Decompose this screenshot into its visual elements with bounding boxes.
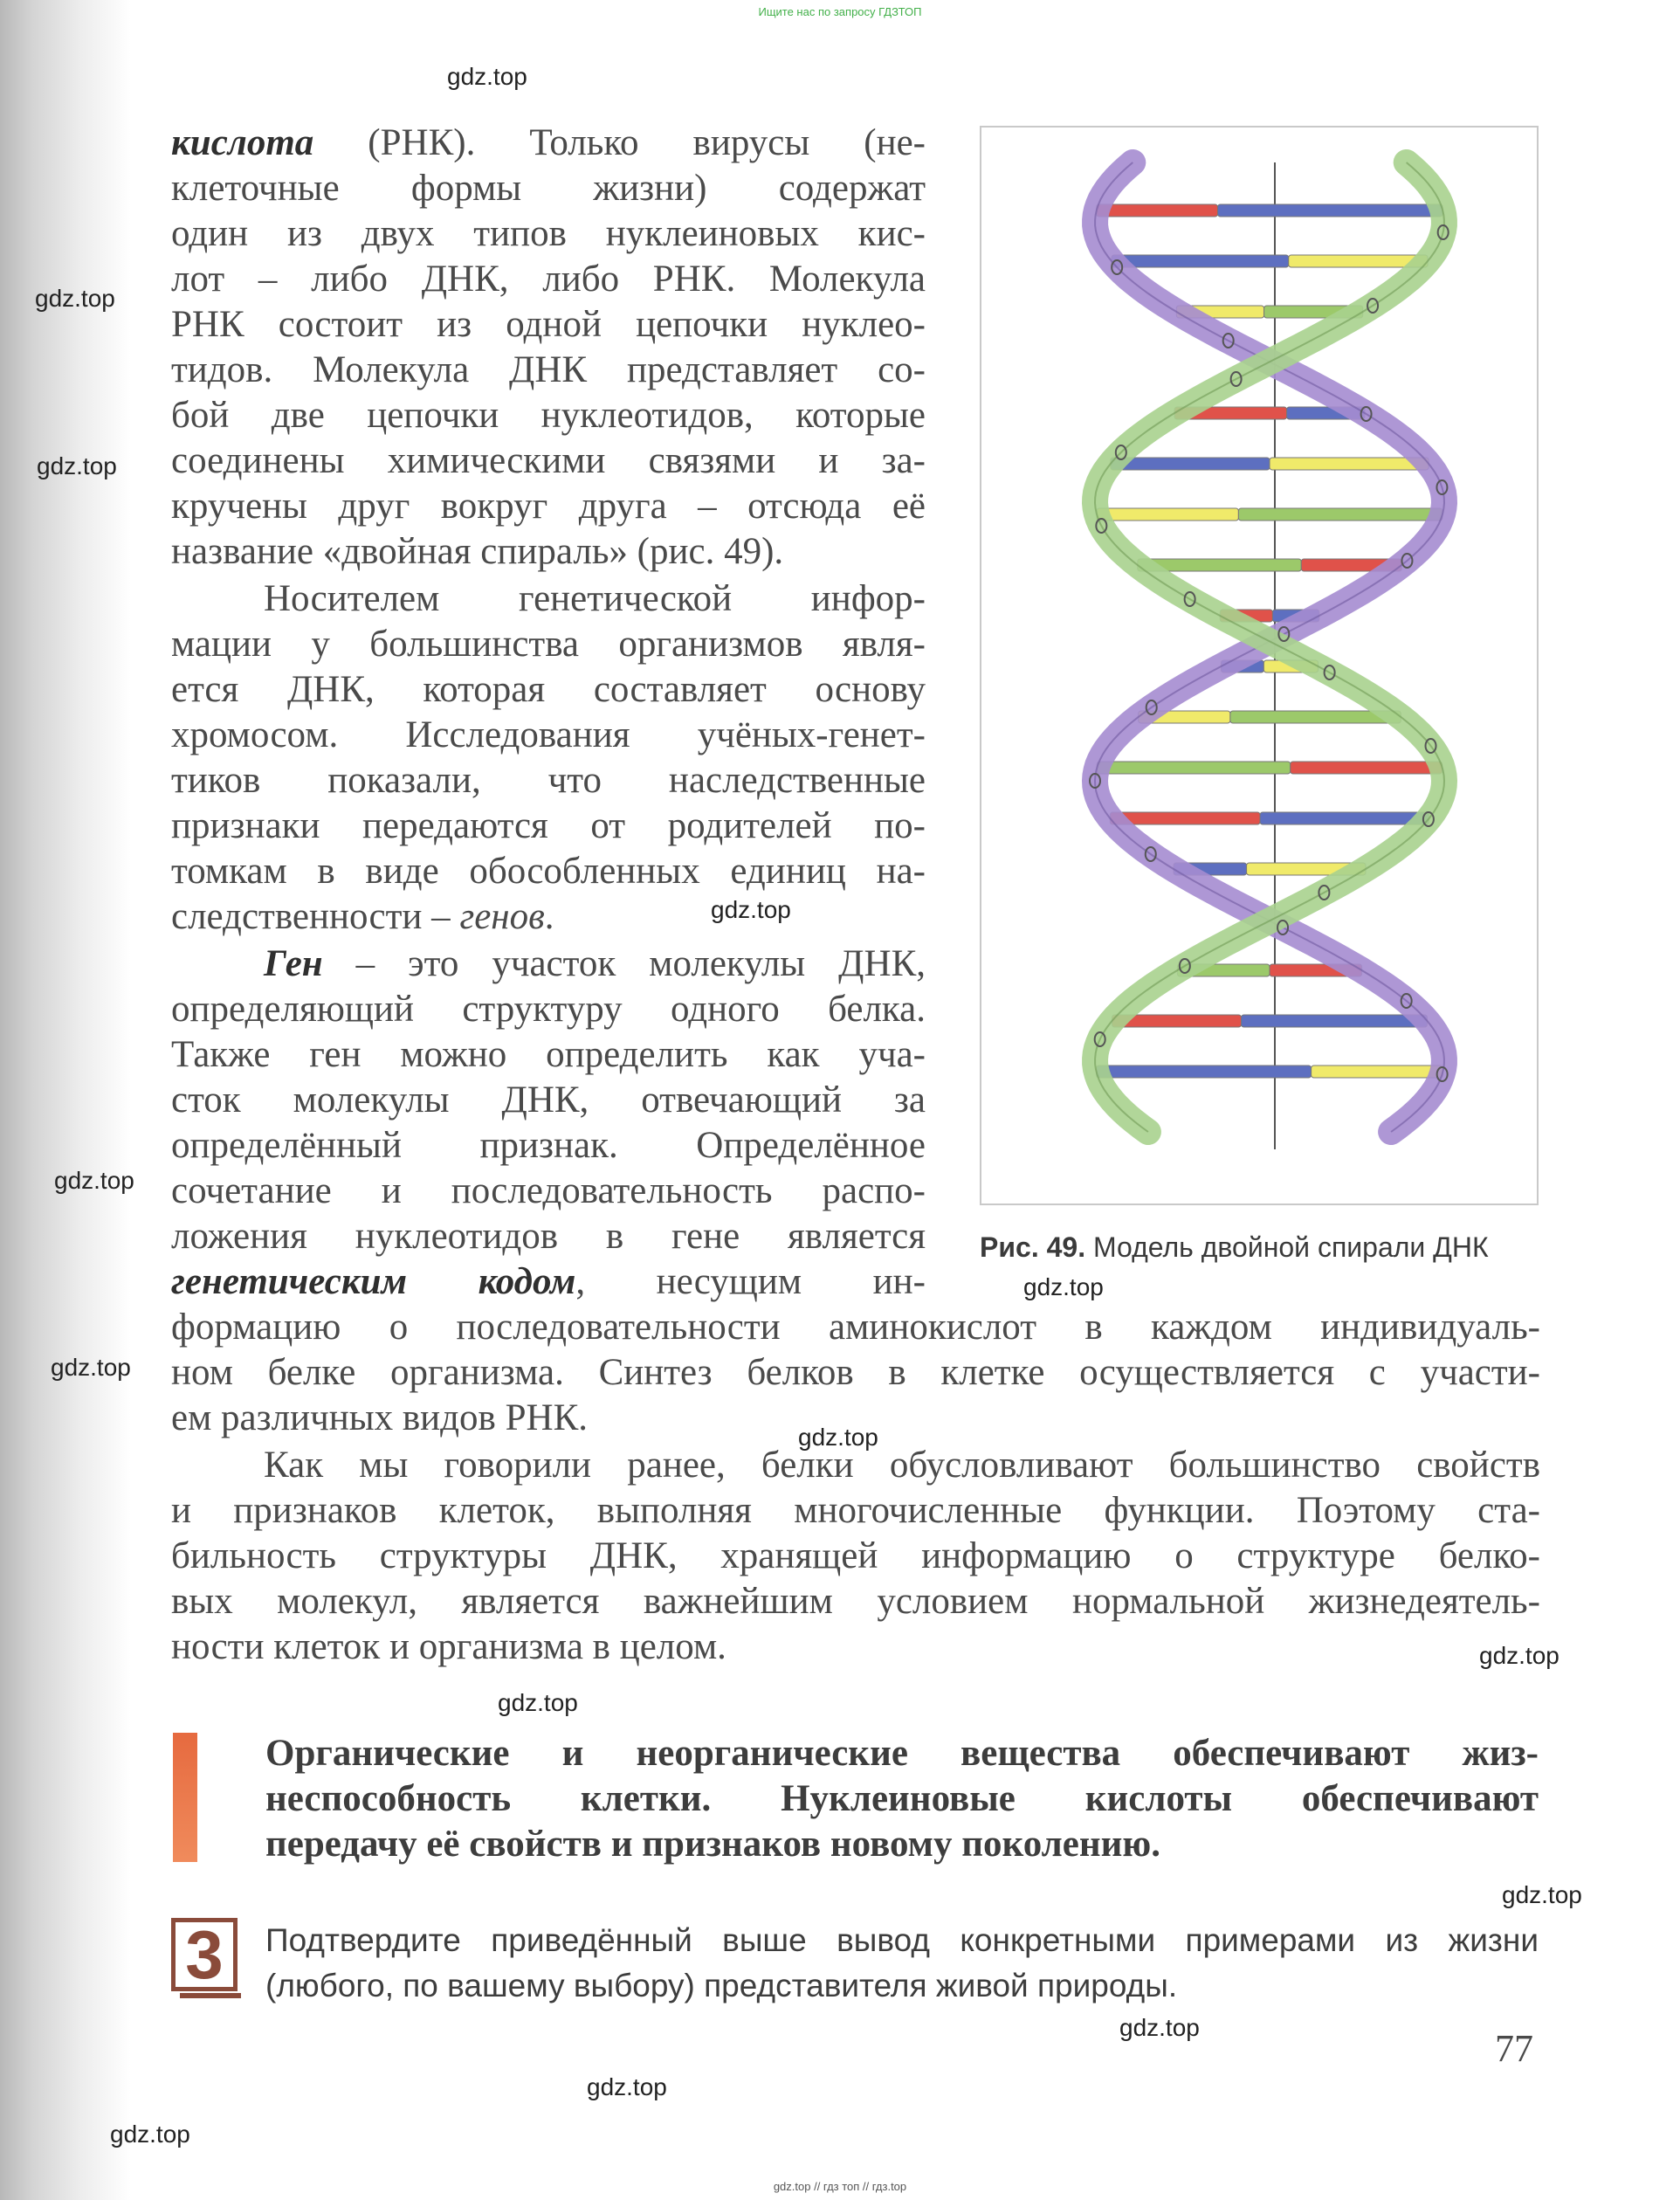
base-pair-segment (1097, 204, 1218, 217)
base-pair-segment (1111, 458, 1270, 470)
text-line: кручены друг вокруг друга – отсюда её (171, 486, 926, 527)
text-line: и признаков клеток, выполняя многочисленные функции. Поэтому ста- (171, 1490, 1540, 1531)
conclusion-line: Органические и неорганические вещества обеспечивают жиз- (265, 1733, 1539, 1774)
base-pair-segment (1242, 1015, 1428, 1027)
dna-double-helix-illustration (981, 128, 1537, 1203)
text-line: хромосом. Исследования учёных-генет- (171, 714, 926, 755)
watermark: gdz.top (54, 1167, 134, 1194)
base-pair-segment (1097, 1066, 1312, 1078)
base-pair-segment (1312, 1066, 1443, 1078)
text-line: генетическим кодом, несущим ин- (171, 1261, 926, 1302)
text-line: кислота (РНК). Только вирусы (не- (171, 122, 926, 163)
conclusion-line: передачу её свойств и признаков новому поколению. (265, 1824, 1161, 1865)
watermark: gdz.top (1119, 2014, 1200, 2041)
text-line: клеточные формы жизни) содержат (171, 168, 926, 209)
task-line: (любого, по вашему выбору) представителя живой природы. (265, 1968, 1178, 2003)
text-line: томкам в виде обособленных единиц на- (171, 851, 926, 892)
text-line: вых молекул, является важнейшим условием нормальной жизнедеятель- (171, 1581, 1540, 1622)
watermark: gdz.top (110, 2121, 190, 2148)
term-rna: кислота (171, 122, 314, 163)
term-genes: генов (459, 896, 545, 937)
figure-caption: Рис. 49. Модель двойной спирали ДНК (980, 1231, 1489, 1263)
text-line: признаки передаются от родителей по- (171, 805, 926, 846)
base-pair-segment (1218, 204, 1443, 217)
task-line: Подтвердите приведённый выше вывод конкретными примерами из жизни (265, 1922, 1539, 1958)
text-line: соединены химическими связями и за- (171, 440, 926, 481)
text-line: формацию о последовательности аминокислот в каждом индивидуаль- (171, 1307, 1540, 1348)
watermark: gdz.top (798, 1424, 878, 1451)
text-line: сочетание и последовательность распо- (171, 1170, 926, 1211)
text-line: определяющий структуру одного белка. (171, 989, 926, 1030)
text-line: РНК состоит из одной цепочки нуклео- (171, 304, 926, 345)
base-pair-segment (1097, 762, 1290, 774)
text-line: бой две цепочки нуклеотидов, которые (171, 395, 926, 436)
text-line: определённый признак. Определённое (171, 1125, 926, 1166)
text-line: ложения нуклеотидов в гене является (171, 1216, 926, 1257)
conclusion-line: неспособность клетки. Нуклеиновые кислоты обеспечивают (265, 1778, 1539, 1819)
text-line: тидов. Молекула ДНК представляет со- (171, 349, 926, 390)
text-line: ности клеток и организма в целом. (171, 1626, 726, 1667)
base-pair-segment (1110, 812, 1260, 824)
text-line: Как мы говорили ранее, белки обусловливают большинство свойств (264, 1445, 1540, 1486)
watermark: gdz.top (711, 896, 791, 923)
base-pair-segment (1238, 508, 1442, 521)
base-pair-segment (1097, 508, 1238, 521)
text-line: Также ген можно определить как уча- (171, 1034, 926, 1075)
text-line: ем различных видов РНК. (171, 1397, 589, 1438)
text-line: название «двойная спираль» (рис. 49). (171, 531, 784, 572)
header-note: Ищите нас по запросу ГДЗТОП (758, 5, 922, 18)
page-number: 77 (1495, 2027, 1533, 2070)
watermark: gdz.top (51, 1354, 131, 1381)
watermark: gdz.top (587, 2073, 667, 2100)
text-line: ется ДНК, которая составляет основу (171, 669, 926, 710)
watermark: gdz.top (1502, 1881, 1582, 1908)
term-gene: Ген (264, 943, 323, 984)
conclusion-marker (173, 1733, 197, 1862)
text-line: сток молекулы ДНК, отвечающий за (171, 1079, 926, 1121)
text-line: один из двух типов нуклеиновых кис- (171, 213, 926, 254)
text-line: мации у большинства организмов явля- (171, 624, 926, 665)
footer-note: gdz.top // гдз топ // гдз.top (773, 2180, 907, 2193)
base-pair-segment (1112, 255, 1289, 267)
watermark: gdz.top (1023, 1273, 1104, 1300)
text-line: следственности – генов. (171, 896, 554, 937)
task-badge-shadow (180, 1993, 241, 1998)
dna-figure (980, 126, 1539, 1205)
watermark: gdz.top (1479, 1642, 1560, 1669)
watermark: gdz.top (447, 63, 527, 90)
text-line: Носителем генетической инфор- (264, 578, 926, 619)
book-spine-shadow (0, 0, 131, 2200)
text-line: тиков показали, что наследственные (171, 760, 926, 801)
watermark: gdz.top (35, 285, 115, 312)
task-number-badge: 3 (171, 1918, 238, 1991)
text-line: лот – либо ДНК, либо РНК. Молекула (171, 259, 926, 300)
text-line: бильность структуры ДНК, хранящей информацию о структуре белко- (171, 1535, 1540, 1576)
base-pair-segment (1260, 812, 1429, 824)
text-line: Ген – это участок молекулы ДНК, (264, 943, 926, 984)
base-pair-segment (1270, 458, 1429, 470)
term-genetic-code: генетическим кодом (171, 1261, 576, 1302)
text-line: ном белке организма. Синтез белков в клетке осуществляется с участи- (171, 1352, 1540, 1393)
watermark: gdz.top (37, 452, 117, 479)
watermark: gdz.top (498, 1689, 578, 1716)
base-pair-segment (1291, 762, 1442, 774)
